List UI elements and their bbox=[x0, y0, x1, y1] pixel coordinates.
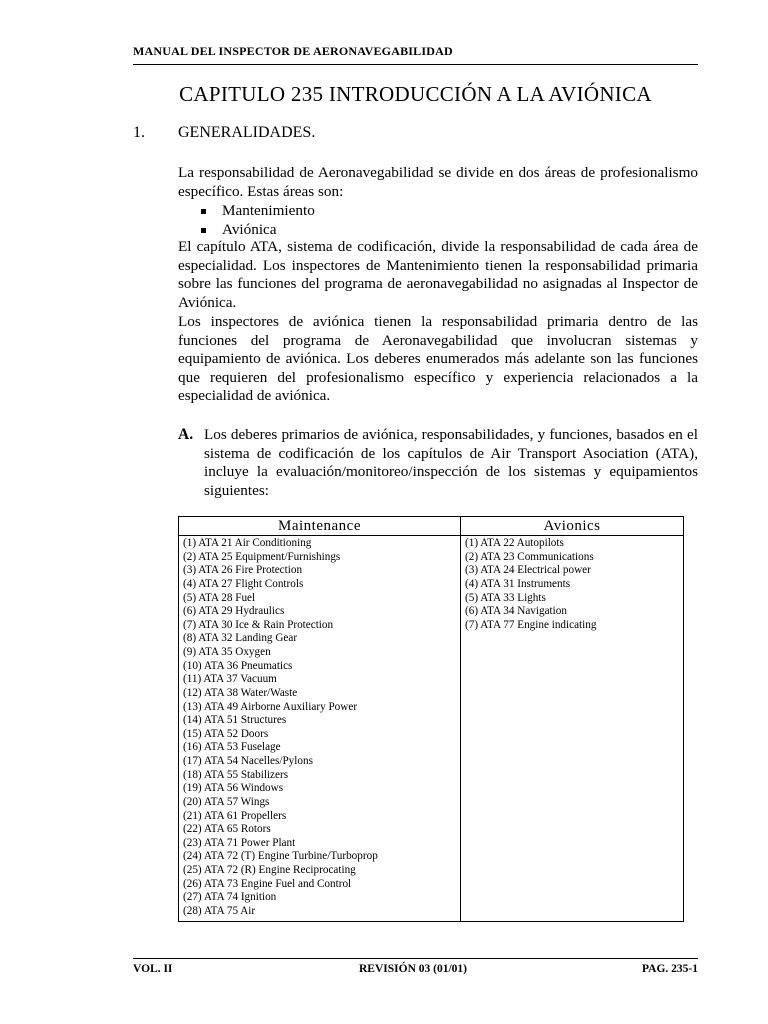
volume-label: VOL. II bbox=[133, 963, 173, 975]
list-item: (23) ATA 71 Power Plant bbox=[183, 836, 296, 849]
list-item: (27) ATA 74 Ignition bbox=[183, 891, 277, 904]
list-item: (3) ATA 26 Fire Protection bbox=[183, 564, 303, 577]
list-item: (5) ATA 28 Fuel bbox=[183, 591, 256, 604]
list-item: (11) ATA 37 Vacuum bbox=[183, 673, 277, 686]
list-item: (19) ATA 56 Windows bbox=[183, 782, 284, 795]
list-item: (9) ATA 35 Oxygen bbox=[183, 646, 271, 658]
list-item: (7) ATA 77 Engine indicating bbox=[465, 618, 597, 631]
list-item: (4) ATA 27 Flight Controls bbox=[183, 577, 304, 590]
list-item: (4) ATA 31 Instruments bbox=[465, 577, 571, 590]
list-item: (15) ATA 52 Doors bbox=[183, 727, 269, 740]
chapter-title: CAPITULO 235 INTRODUCCIÓN A LA AVIÓNICA bbox=[179, 82, 652, 106]
list-item: (17) ATA 54 Nacelles/Pylons bbox=[183, 755, 313, 767]
avionics-column-header: Avionics bbox=[461, 517, 684, 536]
list-item: (1) ATA 21 Air Conditioning bbox=[183, 537, 312, 549]
list-item: Aviónica bbox=[198, 221, 315, 240]
list-item: (24) ATA 72 (T) Engine Turbine/Turboprop bbox=[183, 850, 378, 863]
list-item: Mantenimiento bbox=[198, 202, 315, 221]
list-item: (6) ATA 34 Navigation bbox=[465, 605, 567, 618]
responsibility-areas-list bbox=[198, 202, 315, 239]
list-item: (16) ATA 53 Fuselage bbox=[183, 741, 281, 754]
ata-responsibility-table bbox=[178, 516, 684, 922]
page-number: PAG. 235-1 bbox=[641, 963, 698, 975]
list-item: (26) ATA 73 Engine Fuel and Control bbox=[183, 877, 352, 890]
list-item: (12) ATA 38 Water/Waste bbox=[183, 686, 298, 699]
section-number: 1. bbox=[133, 124, 145, 141]
list-item: (3) ATA 24 Electrical power bbox=[465, 564, 591, 577]
list-item: (18) ATA 55 Stabilizers bbox=[183, 768, 289, 781]
item-a-text: Los deberes primarios de aviónica, responsabilidades, y funciones, basados en el sistema de codificación de los capítulos de Air Transport Asociation (ATA), incluye la evaluación/monitoreo/inspección de los sistemas y equipamientos siguientes: bbox=[204, 426, 698, 499]
list-item: (2) ATA 23 Communications bbox=[465, 550, 594, 563]
avionics-inspectors-paragraph: Los inspectores de aviónica tienen la responsabilidad primaria dentro de las funciones del programa de Aeronavegabilidad que involucran sistemas y equipamiento de aviónica. Los deberes enumerados más adelante son las funciones que requieren del profesionalismo específico y experiencia relacionados a la especialidad de aviónica. bbox=[178, 313, 698, 405]
revision-label: REVISIÓN 03 (01/01) bbox=[359, 963, 467, 975]
list-item: (5) ATA 33 Lights bbox=[465, 591, 546, 604]
header-divider bbox=[133, 64, 698, 65]
document-header: MANUAL DEL INSPECTOR DE AERONAVEGABILIDAD bbox=[133, 44, 453, 58]
item-a-letter: A. bbox=[178, 426, 194, 443]
list-item: (28) ATA 75 Air bbox=[183, 904, 256, 917]
list-item: (6) ATA 29 Hydraulics bbox=[183, 605, 285, 618]
footer-divider bbox=[133, 958, 698, 959]
list-item: (14) ATA 51 Structures bbox=[183, 714, 287, 727]
section-title: GENERALIDADES. bbox=[178, 124, 316, 141]
list-item: (25) ATA 72 (R) Engine Reciprocating bbox=[183, 864, 356, 876]
list-item: (20) ATA 57 Wings bbox=[183, 795, 270, 808]
avionics-cell bbox=[461, 536, 684, 922]
maintenance-column-header: Maintenance bbox=[179, 517, 461, 536]
list-item: (22) ATA 65 Rotors bbox=[183, 823, 271, 836]
list-item: (21) ATA 61 Propellers bbox=[183, 809, 287, 822]
ata-chapter-paragraph: El capítulo ATA, sistema de codificación, divide la responsabilidad de cada área de especialidad. Los inspectores de Mantenimiento tienen la responsabilidad primaria sobre las funciones del programa de aeronavegabilidad no asignadas al Inspector de Aviónica. bbox=[178, 238, 698, 311]
list-item: (10) ATA 36 Pneumatics bbox=[183, 659, 293, 672]
list-item: (2) ATA 25 Equipment/Furnishings bbox=[183, 550, 341, 563]
intro-paragraph: La responsabilidad de Aeronavegabilidad se divide en dos áreas de profesionalismo específico. Estas áreas son: bbox=[178, 164, 698, 200]
list-item: (8) ATA 32 Landing Gear bbox=[183, 632, 298, 645]
list-item: (7) ATA 30 Ice & Rain Protection bbox=[183, 618, 334, 631]
list-item: (1) ATA 22 Autopilots bbox=[465, 537, 564, 549]
list-item: (13) ATA 49 Airborne Auxiliary Power bbox=[183, 700, 358, 713]
maintenance-cell bbox=[179, 536, 461, 922]
